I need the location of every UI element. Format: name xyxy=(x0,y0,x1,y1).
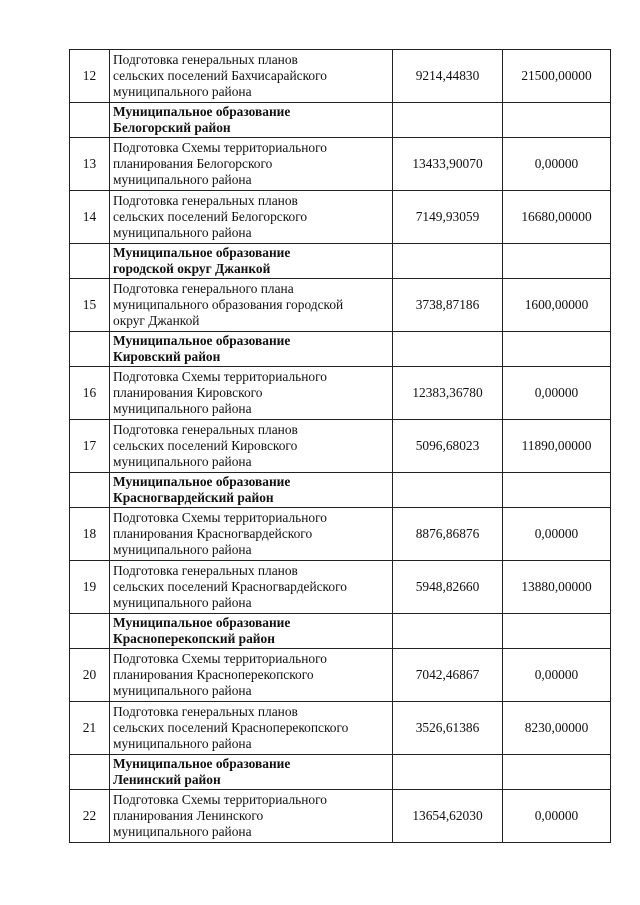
section-header-row xyxy=(70,614,611,649)
cell-line: муниципального района xyxy=(113,824,252,839)
cell-line: Подготовка Схемы территориального xyxy=(113,510,327,525)
row-number-cell: 13 xyxy=(70,138,110,191)
cell-line: сельских поселений Красногвардейского xyxy=(113,579,347,594)
value-1-cell: 8876,86876 xyxy=(393,508,503,561)
value-1-cell: 5948,82660 xyxy=(393,561,503,614)
data-table xyxy=(69,49,611,843)
value-2-cell xyxy=(503,755,611,790)
value-1-cell: 13654,62030 xyxy=(393,790,503,843)
value-2-cell: 8230,00000 xyxy=(503,702,611,755)
value-2-cell: 16680,00000 xyxy=(503,191,611,244)
cell-line: Подготовка генеральных планов xyxy=(113,704,298,719)
value-2-cell xyxy=(503,614,611,649)
value-2-cell xyxy=(503,244,611,279)
row-number-cell: 19 xyxy=(70,561,110,614)
value-1-cell: 9214,44830 xyxy=(393,50,503,103)
value-1-cell: 12383,36780 xyxy=(393,367,503,420)
row-number-cell: 22 xyxy=(70,790,110,843)
row-number-cell: 20 xyxy=(70,649,110,702)
task-name-cell xyxy=(110,138,393,191)
cell-line: муниципального района xyxy=(113,84,252,99)
cell-line: муниципального района xyxy=(113,172,252,187)
cell-line: Подготовка Схемы территориального xyxy=(113,792,327,807)
cell-line: городской округ Джанкой xyxy=(113,261,271,276)
table-row xyxy=(70,50,611,103)
cell-line: Белогорский район xyxy=(113,120,231,135)
row-number-cell xyxy=(70,614,110,649)
row-number-cell xyxy=(70,473,110,508)
cell-line: муниципального района xyxy=(113,225,252,240)
table-row xyxy=(70,367,611,420)
table-row xyxy=(70,138,611,191)
cell-line: округ Джанкой xyxy=(113,313,200,328)
value-1-cell: 3526,61386 xyxy=(393,702,503,755)
task-name-cell xyxy=(110,702,393,755)
municipality-name-cell xyxy=(110,755,393,790)
task-name-cell xyxy=(110,790,393,843)
value-2-cell: 11890,00000 xyxy=(503,420,611,473)
cell-line: сельских поселений Белогорского xyxy=(113,209,308,224)
cell-line: Подготовка Схемы территориального xyxy=(113,140,327,155)
cell-line: планирования Ленинского xyxy=(113,808,264,823)
row-number-cell: 14 xyxy=(70,191,110,244)
value-2-cell xyxy=(503,103,611,138)
value-2-cell xyxy=(503,473,611,508)
municipality-name-cell xyxy=(110,614,393,649)
cell-line: Ленинский район xyxy=(113,772,221,787)
section-header-row xyxy=(70,103,611,138)
row-number-cell xyxy=(70,332,110,367)
cell-line: муниципального района xyxy=(113,542,252,557)
cell-line: Подготовка генеральных планов xyxy=(113,422,298,437)
row-number-cell: 16 xyxy=(70,367,110,420)
table-row xyxy=(70,561,611,614)
value-1-cell xyxy=(393,103,503,138)
section-header-row xyxy=(70,473,611,508)
cell-line: муниципального района xyxy=(113,454,252,469)
cell-line: муниципального района xyxy=(113,595,252,610)
value-2-cell: 0,00000 xyxy=(503,367,611,420)
task-name-cell xyxy=(110,191,393,244)
task-name-cell xyxy=(110,649,393,702)
municipality-name-cell xyxy=(110,103,393,138)
section-header-row xyxy=(70,244,611,279)
table-row xyxy=(70,649,611,702)
cell-line: планирования Белогорского xyxy=(113,156,273,171)
value-1-cell xyxy=(393,473,503,508)
row-number-cell: 18 xyxy=(70,508,110,561)
table-row xyxy=(70,702,611,755)
section-header-row xyxy=(70,332,611,367)
row-number-cell: 15 xyxy=(70,279,110,332)
municipality-name-cell xyxy=(110,473,393,508)
value-1-cell: 5096,68023 xyxy=(393,420,503,473)
cell-line: планирования Красноперекопского xyxy=(113,667,314,682)
task-name-cell xyxy=(110,561,393,614)
task-name-cell xyxy=(110,279,393,332)
task-name-cell xyxy=(110,50,393,103)
value-2-cell: 0,00000 xyxy=(503,508,611,561)
cell-line: муниципального района xyxy=(113,736,252,751)
section-header-row xyxy=(70,755,611,790)
value-2-cell: 1600,00000 xyxy=(503,279,611,332)
value-2-cell: 0,00000 xyxy=(503,649,611,702)
value-1-cell xyxy=(393,244,503,279)
table-row xyxy=(70,191,611,244)
row-number-cell xyxy=(70,244,110,279)
cell-line: Кировский район xyxy=(113,349,221,364)
row-number-cell: 12 xyxy=(70,50,110,103)
value-1-cell xyxy=(393,332,503,367)
table-body xyxy=(70,50,611,843)
value-2-cell xyxy=(503,332,611,367)
cell-line: сельских поселений Красноперекопского xyxy=(113,720,349,735)
cell-line: Муниципальное образование xyxy=(113,615,291,630)
value-2-cell: 21500,00000 xyxy=(503,50,611,103)
cell-line: Муниципальное образование xyxy=(113,104,291,119)
cell-line: Муниципальное образование xyxy=(113,245,291,260)
cell-line: планирования Красногвардейского xyxy=(113,526,313,541)
value-1-cell: 7042,46867 xyxy=(393,649,503,702)
cell-line: Подготовка генерального плана xyxy=(113,281,294,296)
cell-line: муниципального образования городской xyxy=(113,297,344,312)
cell-line: планирования Кировского xyxy=(113,385,263,400)
cell-line: сельских поселений Бахчисарайского xyxy=(113,68,327,83)
cell-line: Подготовка Схемы территориального xyxy=(113,651,327,666)
municipality-name-cell xyxy=(110,244,393,279)
task-name-cell xyxy=(110,420,393,473)
value-1-cell: 13433,90070 xyxy=(393,138,503,191)
cell-line: муниципального района xyxy=(113,401,252,416)
row-number-cell: 21 xyxy=(70,702,110,755)
cell-line: Подготовка генеральных планов xyxy=(113,52,298,67)
municipality-name-cell xyxy=(110,332,393,367)
cell-line: Муниципальное образование xyxy=(113,333,291,348)
value-1-cell: 7149,93059 xyxy=(393,191,503,244)
row-number-cell: 17 xyxy=(70,420,110,473)
cell-line: Красноперекопский район xyxy=(113,631,275,646)
table-row xyxy=(70,420,611,473)
row-number-cell xyxy=(70,755,110,790)
value-2-cell: 0,00000 xyxy=(503,138,611,191)
table-row xyxy=(70,279,611,332)
value-2-cell: 0,00000 xyxy=(503,790,611,843)
cell-line: сельских поселений Кировского xyxy=(113,438,298,453)
value-2-cell: 13880,00000 xyxy=(503,561,611,614)
value-1-cell: 3738,87186 xyxy=(393,279,503,332)
task-name-cell xyxy=(110,508,393,561)
cell-line: Красногвардейский район xyxy=(113,490,274,505)
table-row xyxy=(70,508,611,561)
value-1-cell xyxy=(393,755,503,790)
cell-line: Подготовка генеральных планов xyxy=(113,563,298,578)
value-1-cell xyxy=(393,614,503,649)
task-name-cell xyxy=(110,367,393,420)
cell-line: Подготовка генеральных планов xyxy=(113,193,298,208)
cell-line: муниципального района xyxy=(113,683,252,698)
table-row xyxy=(70,790,611,843)
cell-line: Подготовка Схемы территориального xyxy=(113,369,327,384)
cell-line: Муниципальное образование xyxy=(113,756,291,771)
cell-line: Муниципальное образование xyxy=(113,474,291,489)
row-number-cell xyxy=(70,103,110,138)
